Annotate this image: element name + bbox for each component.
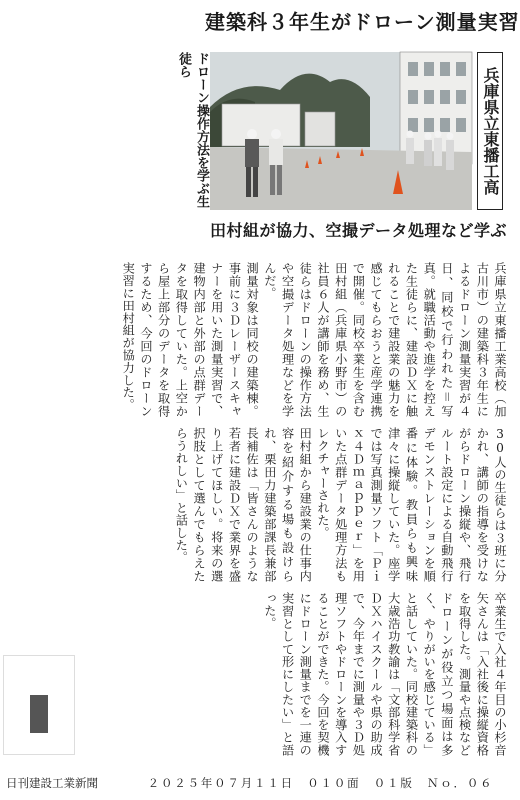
subheadline: 田村組が協力、空撮データ処理など学ぶ [210, 221, 508, 240]
news-photo [210, 52, 472, 210]
photo-drawing [210, 52, 472, 210]
article-body-column-1 [121, 262, 508, 417]
article-body-column-3 [190, 592, 508, 756]
article-body-column-2 [174, 427, 508, 582]
article-paragraph: 測量対象は同校の建築棟。事前に３Ｄレーザースキャナーを用いた測量実習で、建物内部と外部の点群データを取得していた。上空から屋上部分のデータを取得するため、今回のドローン実習に田村組が協力した。 [121, 262, 260, 417]
school-tag: 兵庫県立東播工高 [477, 52, 503, 210]
footer [6, 775, 506, 793]
ad-mark [30, 695, 48, 733]
photo-building-left [222, 104, 300, 146]
article-paragraph: 30人の生徒らは３班に分かれ、講師の指導を受けながらドローン操縦や、飛行ルート設定による自動飛行デモンストレーションを順番に体験。教員らも興味津々に操縦していた。座学では写真測量ソフト「Ｐｉｘ４Ｄｍａｐｐｅｒ」を用いた点群データ処理方法もレクチャーされた。 [315, 427, 507, 582]
article-paragraph: 田村組から建設業の仕事内容を紹介する場も設けられ、栗田力建築部課長兼部長補佐は「皆さんのような若者に建設ＤＸで業界を盛り上げてほしい。将来の選択肢として選んでもらえたらうれしい」と話した。 [174, 427, 313, 582]
footer-paper-name: 日刊建設工業新聞 [6, 776, 98, 790]
headline: 建築科３年生がドローン測量実習 [205, 10, 520, 34]
article-paragraph: 卒業生で入社４年目の小杉音矢さんは「入社後に操縦資格を取得した。測量や点検などドローンが役立つ場面は多く、やりがいを感じている」と話していた。同校建築科の大歳浩功教諭は「文部科学省ＤＸハイスクールや県の助成で、今年までに測量や３Ｄ処理ソフトやドローンを導入することができた。今回を契機にドローン測量までを一連の実習として形にしたい」と語った。 [262, 592, 507, 756]
footer-issue-info: ２０２５年０７月１１日 ０１０面 ０１版 Ｎｏ．０６ [147, 776, 494, 790]
photo-caption: ドローン操作方法を学ぶ生徒ら [176, 52, 209, 208]
article-paragraph: 兵庫県立東播工業高校（加古川市）の建築科３年生によるドローン測量実習が４日、同校で行われた＝写真。就職活動や進学を控えた生徒らに、建設ＤＸに触れることで建設業の魅力を感じてもらおうと産学連携で開催。同校卒業生を含む田村組（兵庫県小野市）の社員６人が講師を務め、生徒らはドローンの操作方法や空撮データ処理などを学んだ。 [262, 262, 507, 417]
